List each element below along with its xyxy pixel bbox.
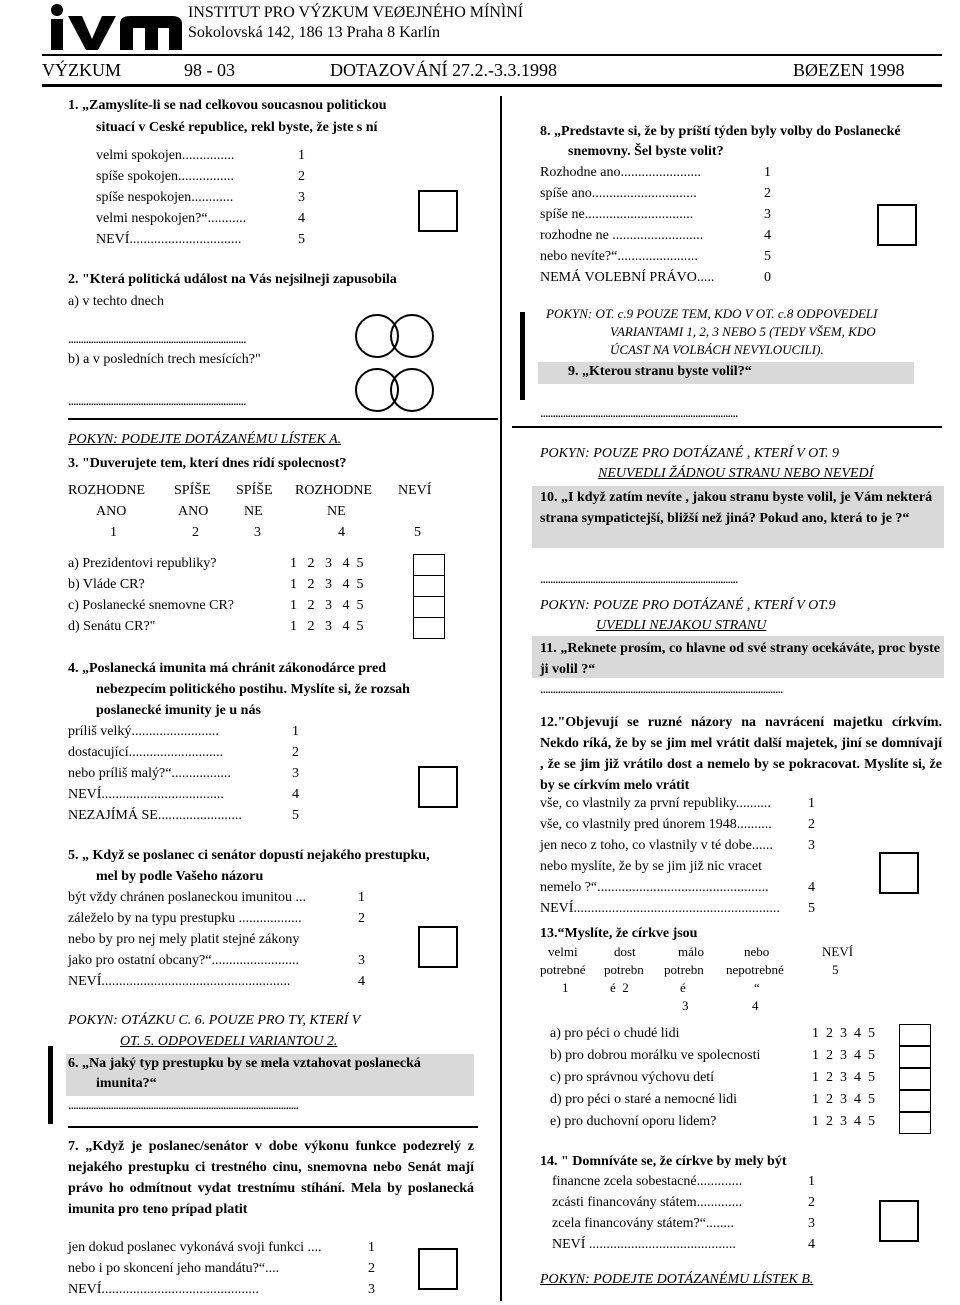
q8-code-5: 5	[764, 249, 771, 264]
q14-answer-box[interactable]	[879, 1200, 919, 1242]
q12-option-1: vše, co vlastnily za první republiky..........	[540, 796, 771, 811]
q3-answer-box-d[interactable]	[413, 617, 445, 639]
q3-answer-box-c[interactable]	[413, 596, 445, 618]
q8-option-3: spíše ne...............................	[540, 207, 694, 222]
q3-item-d-codes: 1 2 3 4 5	[290, 619, 364, 634]
q4-code-5: 5	[292, 808, 299, 823]
q4-answer-box[interactable]	[418, 766, 458, 808]
q13-scale-l2-1: potrebné	[540, 962, 586, 977]
q3-scale-l3-2: 2	[192, 525, 199, 540]
header-divider-bottom	[42, 84, 942, 87]
q14-code-4: 4	[808, 1237, 815, 1252]
q7-option-2: nebo i po skoncení jeho mandátu?“....	[68, 1261, 280, 1276]
q4-code-2: 2	[292, 745, 299, 760]
q14-option-1: financne zcela sobestacné.............	[552, 1174, 743, 1189]
q3-item-d: d) Senátu CR?"	[68, 619, 156, 634]
q6-title-line1: 6. „Na jaký typ prestupku by se mela vztahovat poslanecká	[68, 1056, 421, 1071]
q12-option-2: vše, co vlastnily pred únorem 1948..........	[540, 817, 772, 832]
q13-item-d-codes: 1 2 3 4 5	[812, 1092, 875, 1107]
q5-title-line2: mel by podle Vašeho názoru	[96, 869, 264, 884]
q13-scale-l1-4: nebo	[744, 944, 770, 959]
q12-code-4: 4	[808, 880, 815, 895]
header-divider-top	[42, 54, 942, 56]
q13-item-b-codes: 1 2 3 4 5	[812, 1048, 875, 1063]
q13-answer-box-b[interactable]	[899, 1046, 931, 1068]
q3-item-c: c) Poslanecké snemovne CR?	[68, 598, 235, 613]
q3-scale-l2-1: ANO	[96, 504, 127, 519]
q3-scale-l3-5: 5	[414, 525, 421, 540]
q5-code-3: 3	[358, 953, 365, 968]
q4-option-5: NEZAJÍMÁ SE........................	[68, 808, 242, 823]
q13-answer-box-e[interactable]	[899, 1112, 931, 1134]
q13-item-c-codes: 1 2 3 4 5	[812, 1070, 875, 1085]
q2-title: 2. "Která politická událost na Vás nejsilneji zapusobila	[68, 272, 397, 287]
q10-answer-line: ...............................................................................	[540, 572, 738, 587]
q5-code-1: 1	[358, 890, 365, 905]
q4-option-1: príliš velký.........................	[68, 724, 219, 739]
pokyn-listek-a: POKYN: PODEJTE DOTÁZANÉMU LÍSTEK A.	[68, 432, 342, 447]
q7-option-1: jen dokud poslanec vykonává svoji funkci ....	[68, 1240, 322, 1255]
q3-scale-l2-4: NE	[327, 504, 346, 519]
q1-answer-box[interactable]	[418, 190, 458, 232]
q5-option-2: záleželo by na typu prestupku ..................	[68, 911, 302, 926]
survey-number: 98 - 03	[184, 60, 235, 80]
q3-scale-l1-1: ROZHODNE	[68, 483, 145, 498]
q7-option-3: NEVÍ.............................................	[68, 1282, 259, 1297]
q1-option-2: spíše spokojen................	[96, 169, 235, 184]
q3-item-a: a) Prezidentovi republiky?	[68, 556, 217, 571]
q12-option-6: NEVÍ...........................................................	[540, 901, 780, 916]
q6-margin-bar	[48, 1046, 53, 1124]
q1-code-5: 5	[298, 232, 305, 247]
q3-scale-l2-2: ANO	[178, 504, 209, 519]
q7-code-1: 1	[368, 1240, 375, 1255]
q8-code-3: 3	[764, 207, 771, 222]
institute-address: Sokolovská 142, 186 13 Praha 8 Karlín	[188, 24, 440, 41]
q8-option-2: spíše ano..............................	[540, 186, 697, 201]
q11-title: 11. „Reknete prosím, co hlavne od své strany ocekáváte, proc byste ji volil ?“	[540, 641, 940, 677]
q3-scale-l1-2: SPÍŠE	[174, 483, 211, 498]
q2-a-label: a) v techto dnech	[68, 294, 165, 309]
q13-scale-l4-1: 3	[682, 998, 689, 1013]
q7-code-3: 3	[368, 1282, 375, 1297]
q1-option-3: spíše nespokojen............	[96, 190, 234, 205]
q8-option-6: NEMÁ VOLEBNÍ PRÁVO.....	[540, 270, 715, 285]
q8-code-6: 0	[764, 270, 771, 285]
q1-title-line1: 1. „Zamyslíte-li se nad celkovou soucasnou politickou	[68, 98, 387, 113]
survey-dates: DOTAZOVÁNÍ 27.2.-3.3.1998	[330, 60, 558, 80]
q5-code-2: 2	[358, 911, 365, 926]
survey-month: BØEZEN 1998	[793, 60, 905, 80]
pokyn-q6-line1: POKYN: OTÁZKU C. 6. POUZE PRO TY, KTERÍ V	[68, 1013, 361, 1028]
q4-title-line1: 4. „Poslanecká imunita má chránit zákonodárce pred	[68, 661, 386, 676]
q13-item-e-codes: 1 2 3 4 5	[812, 1114, 875, 1129]
q8-title-line1: 8. „Predstavte si, že by príští týden byly volby do Poslanecké	[540, 124, 901, 139]
q8-option-5: nebo nevíte?“.......................	[540, 249, 698, 264]
q6-title-line2: imunita?“	[96, 1076, 157, 1091]
q12-code-5: 5	[808, 901, 815, 916]
q1-code-3: 3	[298, 190, 305, 205]
q4-code-3: 3	[292, 766, 299, 781]
q14-code-3: 3	[808, 1216, 815, 1231]
q3-scale-l2-3: NE	[244, 504, 263, 519]
q2-a-answer-line: .......................................................................	[68, 332, 246, 347]
q3-title: 3. "Duverujete tem, kterí dnes rídí spolecnost?	[68, 456, 347, 471]
q3-scale-l3-3: 3	[254, 525, 261, 540]
pokyn-q11-line2: UVEDLI NEJAKOU STRANU	[596, 618, 767, 633]
q13-answer-box-a[interactable]	[899, 1024, 931, 1046]
q4-option-4: NEVÍ...................................	[68, 787, 224, 802]
q12-option-5: nemelo ?“.................................................	[540, 880, 769, 895]
q13-item-c: c) pro správnou výchovu detí	[550, 1070, 715, 1085]
q14-title: 14. " Domníváte se, že církve by mely být	[540, 1154, 787, 1169]
q11-answer-line: .................................................................................................	[540, 682, 783, 697]
q2-b-code-circle-2[interactable]	[390, 368, 434, 412]
q14-code-1: 1	[808, 1174, 815, 1189]
q3-scale-l3-1: 1	[110, 525, 117, 540]
q2-a-code-circle-2[interactable]	[390, 314, 434, 358]
q4-code-1: 1	[292, 724, 299, 739]
q3-item-b: b) Vláde CR?	[68, 577, 145, 592]
q1-code-2: 2	[298, 169, 305, 184]
q4-title-line2: nebezpecím politického postihu. Myslíte si, že rozsah	[96, 682, 410, 697]
q14-option-3: zcela financovány státem?“........	[552, 1216, 734, 1231]
q3-item-b-codes: 1 2 3 4 5	[290, 577, 364, 592]
q13-scale-l1-2: dost	[614, 944, 636, 959]
q13-scale-l2-2: potrebn	[604, 962, 644, 977]
q13-item-b: b) pro dobrou morálku ve spolecnosti	[550, 1048, 761, 1063]
q13-answer-box-c[interactable]	[899, 1068, 931, 1090]
q13-scale-l3-1: 1	[562, 980, 569, 995]
q12-option-3: jen neco z toho, co vlastnily v té dobe......	[540, 838, 773, 853]
q3-item-a-codes: 1 2 3 4 5	[290, 556, 364, 571]
q8-option-1: Rozhodne ano.......................	[540, 165, 701, 180]
q1-title-line2: situací v Ceské republice, rekl byste, že jste s ní	[96, 120, 378, 135]
pokyn-q10-line1: POKYN: POUZE PRO DOTÁZANÉ , KTERÍ V OT. 9	[540, 446, 839, 461]
q3-scale-l3-4: 4	[338, 525, 345, 540]
q13-scale-l4-2: 4	[752, 998, 759, 1013]
q4-option-3: nebo príliš malý?“.................	[68, 766, 231, 781]
q13-title: 13.“Myslíte, že církve jsou	[540, 926, 698, 941]
q13-item-e: e) pro duchovní oporu lidem?	[550, 1114, 717, 1129]
logo	[42, 4, 184, 52]
q12-answer-box[interactable]	[879, 852, 919, 894]
q13-item-d: d) pro péci o staré a nemocné lidi	[550, 1092, 737, 1107]
pokyn-q11-line1: POKYN: POUZE PRO DOTÁZANÉ , KTERÍ V OT.9	[540, 598, 836, 613]
q10-title: 10. „I když zatím nevíte , jakou stranu byste volil, je Vám nekterá strana sympatictejší, bližší než jiná? Pokud ano, která to je ?“	[540, 490, 933, 526]
pokyn-q10-line2: NEUVEDLI ŽÁDNOU STRANU NEBO NEVEDÍ	[598, 466, 874, 481]
q13-answer-box-d[interactable]	[899, 1090, 931, 1112]
survey-label: VÝZKUM	[42, 60, 121, 80]
q13-item-a: a) pro péci o chudé lidi	[550, 1026, 680, 1041]
q5-answer-box[interactable]	[418, 926, 458, 968]
q8-answer-box[interactable]	[877, 204, 917, 246]
q12-code-2: 2	[808, 817, 815, 832]
q13-scale-l1-5: NEVÍ	[822, 944, 854, 959]
q3-answer-box-b[interactable]	[413, 575, 445, 597]
q8-code-1: 1	[764, 165, 771, 180]
q3-scale-l1-3: SPÍŠE	[236, 483, 273, 498]
q12-code-3: 3	[808, 838, 815, 853]
q7-code-2: 2	[368, 1261, 375, 1276]
q13-scale-l3-4: “	[754, 980, 760, 995]
column-divider	[500, 96, 502, 1301]
q12-code-1: 1	[808, 796, 815, 811]
pokyn-q9-line1: POKYN: OT. c.9 POUZE TEM, KDO V OT. c.8 ODPOVEDELI	[546, 306, 878, 321]
q1-option-1: velmi spokojen...............	[96, 148, 235, 163]
q7-title: 7. „Když je poslanec/senátor v dobe výkonu funkce podezrelý z nejakého prestupku ci trestného cinu, snemovna nebo Senát mají právo ho odmítnout vydat trestnímu stíhání. Mela by poslanecká imunita pro teno prípad platit	[68, 1139, 474, 1217]
ivvm-logo-icon	[42, 4, 184, 52]
pokyn-q9-line3: ÚCAST NA VOLBÁCH NEVYLOUCILI).	[610, 342, 824, 357]
q4-title-line3: poslanecké imunity je u nás	[96, 703, 261, 718]
q5-option-4: jako pro ostatní obcany?“.........................	[68, 953, 299, 968]
q5-code-4: 4	[358, 974, 365, 989]
q5-option-3: nebo by pro nej mely platit stejné zákony	[68, 932, 300, 947]
q8-option-4: rozhodne ne ..........................	[540, 228, 704, 243]
pokyn-q9-line2: VARIANTAMI 1, 2, 3 NEBO 5 (TEDY VŠEM, KDO	[610, 324, 876, 339]
q3-scale-l1-4: ROZHODNE	[295, 483, 372, 498]
institute-name: INSTITUT PRO VÝZKUM VEØEJNÉHO MÍNÌNÍ	[188, 4, 524, 21]
q6-answer-line: ............................................................................................	[68, 1098, 298, 1113]
q13-scale-l1-1: velmi	[548, 944, 578, 959]
q9-margin-bar	[520, 312, 525, 400]
q8-code-4: 4	[764, 228, 771, 243]
q1-option-4: velmi nespokojen?“...........	[96, 211, 247, 226]
q3-scale-l1-5: NEVÍ	[398, 483, 432, 498]
q5-option-5: NEVÍ......................................................	[68, 974, 291, 989]
pokyn-q6-line2: OT. 5. ODPOVEDELI VARIANTOU 2.	[120, 1034, 338, 1049]
q13-scale-l3-3: é	[680, 980, 686, 995]
q2-b-answer-line: .......................................................................	[68, 394, 246, 409]
q7-answer-box[interactable]	[418, 1248, 458, 1290]
right-section-divider-1	[512, 426, 942, 428]
q1-code-1: 1	[298, 148, 305, 163]
q1-code-4: 4	[298, 211, 305, 226]
q9-title: 9. „Kterou stranu byste volil?“	[568, 364, 752, 379]
q13-scale-l2-4: nepotrebné	[726, 962, 784, 977]
q14-option-2: zcásti financovány státem.............	[552, 1195, 743, 1210]
q5-title-line1: 5. „ Když se poslanec ci senátor dopustí nejakého prestupku,	[68, 848, 430, 863]
q12-title: 12."Objevují se ruzné názory na navrácení majetku církvím. Nekdo ríká, že by se jim mel vrátit další majetek, jiní se domnívají , že se jim již vrátilo dost a nemelo by se pokracovat. Myslíte si, že by se církvím melo vrátit	[540, 715, 942, 793]
q13-scale-l1-3: málo	[678, 944, 704, 959]
q3-answer-box-a[interactable]	[413, 554, 445, 576]
left-section-divider-2	[68, 1126, 478, 1128]
q13-scale-l2-5: 5	[832, 962, 839, 977]
q5-option-1: být vždy chránen poslaneckou imunitou ...	[68, 890, 306, 905]
q13-scale-l3-2: é 2	[610, 980, 629, 995]
q8-code-2: 2	[764, 186, 771, 201]
pokyn-listek-b: POKYN: PODEJTE DOTÁZANÉMU LÍSTEK B.	[540, 1272, 814, 1287]
left-section-divider-1	[68, 418, 498, 420]
q4-option-2: dostacující...........................	[68, 745, 224, 760]
q2-b-label: b) a v posledních trech mesících?"	[68, 352, 261, 367]
q13-scale-l2-3: potrebn	[664, 962, 704, 977]
q14-code-2: 2	[808, 1195, 815, 1210]
q14-option-4: NEVÍ ..........................................	[552, 1237, 736, 1252]
q12-option-4: nebo myslíte, že by se jim již nic vracet	[540, 859, 762, 874]
q13-item-a-codes: 1 2 3 4 5	[812, 1026, 875, 1041]
q8-title-line2: snemovny. Šel byste volit?	[568, 144, 724, 159]
q1-option-5: NEVÍ................................	[96, 232, 242, 247]
q3-item-c-codes: 1 2 3 4 5	[290, 598, 364, 613]
q9-answer-line: ...............................................................................	[540, 406, 738, 421]
q4-code-4: 4	[292, 787, 299, 802]
